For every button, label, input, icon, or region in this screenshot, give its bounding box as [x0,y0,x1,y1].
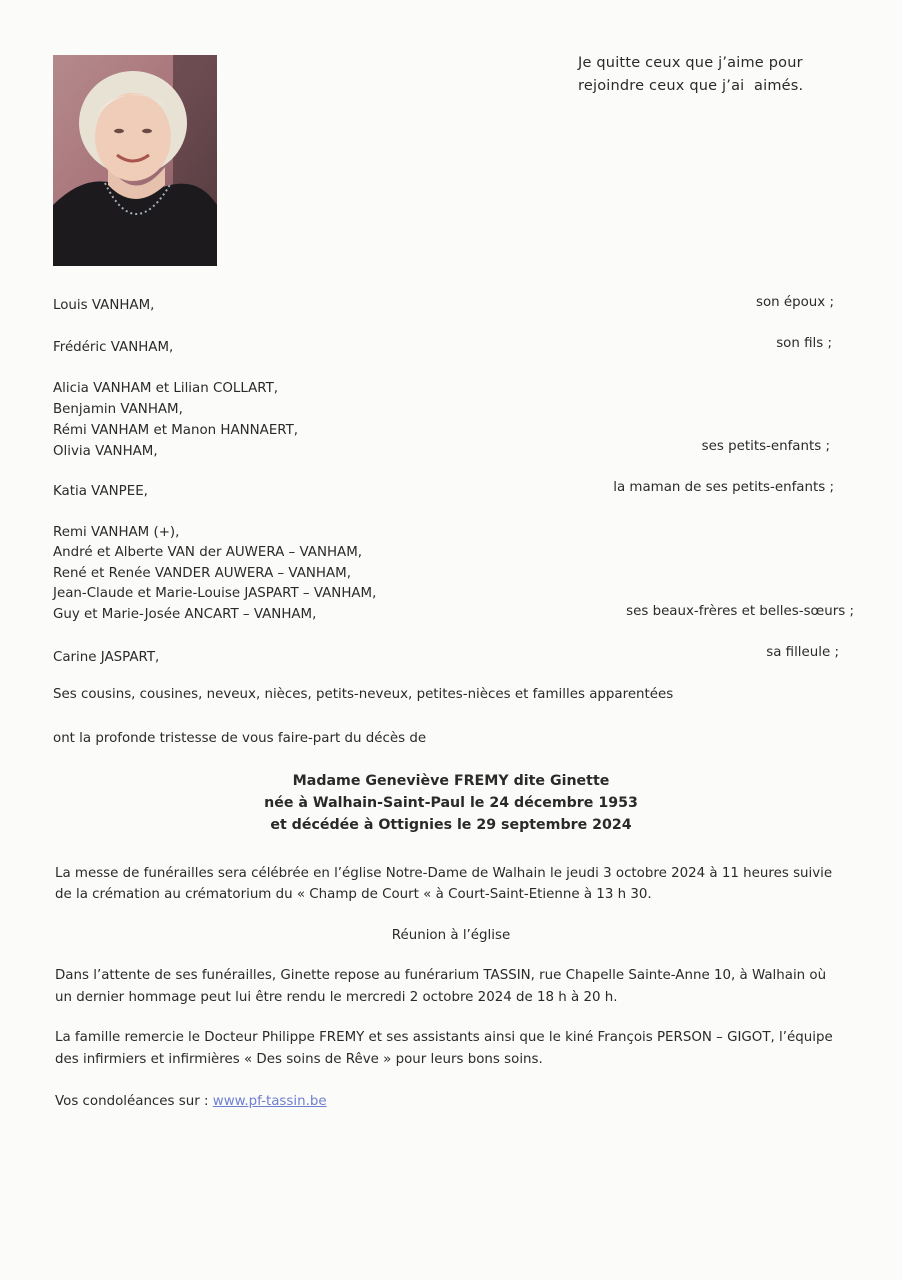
family-name: Benjamin VANHAM, [53,402,183,417]
relation-label: ses petits-enfants ; [701,439,830,454]
thanks-line-2: des infirmiers et infirmières « Des soins de Rêve » pour leurs bons soins. [55,1052,543,1067]
funeral-line-2: de la crémation au crématorium du « Champ de Court « à Court-Saint-Etienne à 13 h 30. [55,887,652,902]
reunion-line: Réunion à l’église [391,928,511,943]
family-name: Remi VANHAM (+), [53,525,180,540]
relation-label: la maman de ses petits-enfants ; [613,480,834,495]
family-name: Alicia VANHAM et Lilian COLLART, [53,381,279,396]
relation-label: son époux ; [755,295,834,310]
relation-label: son fils ; [776,336,832,351]
announcement-line: ont la profonde tristesse de vous faire-part du décès de [53,731,427,746]
deceased-death: et décédée à Ottignies le 29 septembre 2024 [270,817,632,833]
relation-label: ses beaux-frères et belles-sœurs ; [626,604,854,619]
epigraph-quote [578,52,878,98]
family-name: Jean-Claude et Marie-Louise JASPART – VANHAM, [53,586,377,601]
deceased-name: Madame Geneviève FREMY dite Ginette [292,773,610,789]
quote-line-1: Je quitte ceux que j’aime pour [578,55,803,71]
family-name: René et Renée VANDER AUWERA – VANHAM, [53,566,351,581]
rest-line-2: un dernier hommage peut lui être rendu le mercredi 2 octobre 2024 de 18 h à 20 h. [55,990,618,1005]
condolences-link[interactable]: www.pf-tassin.be [212,1094,327,1109]
thanks-line-1: La famille remercie le Docteur Philippe FREMY et ses assistants ainsi que le kiné François PERSON – GIGOT, l’équipe [55,1030,833,1045]
condolences-label: Vos condoléances sur : [55,1094,213,1109]
family-name: Katia VANPEE, [53,484,148,499]
family-name: Olivia VANHAM, [53,444,158,459]
deceased-birth: née à Walhain-Saint-Paul le 24 décembre 1953 [264,795,638,811]
family-name: André et Alberte VAN der AUWERA – VANHAM, [53,545,363,560]
family-name: Louis VANHAM, [53,298,155,313]
family-name: Guy et Marie-Josée ANCART – VANHAM, [53,607,317,622]
cousins-line: Ses cousins, cousines, neveux, nièces, petits-neveux, petites-nièces et familles apparentées [53,687,674,702]
rest-line-1: Dans l’attente de ses funérailles, Ginette repose au funérarium TASSIN, rue Chapelle Sainte-Anne 10, à Walhain où [55,968,827,983]
family-name: Rémi VANHAM et Manon HANNAERT, [53,423,299,438]
condolences-line [55,1094,327,1109]
quote-line-2: rejoindre ceux que j’ai aimés. [578,78,804,94]
relation-label: sa filleule ; [766,645,839,660]
family-name: Frédéric VANHAM, [53,340,174,355]
portrait-photo [53,55,217,266]
funeral-line-1: La messe de funérailles sera célébrée en l’église Notre-Dame de Walhain le jeudi 3 octobre 2024 à 11 heures suivie [55,866,833,881]
family-name: Carine JASPART, [53,650,160,665]
